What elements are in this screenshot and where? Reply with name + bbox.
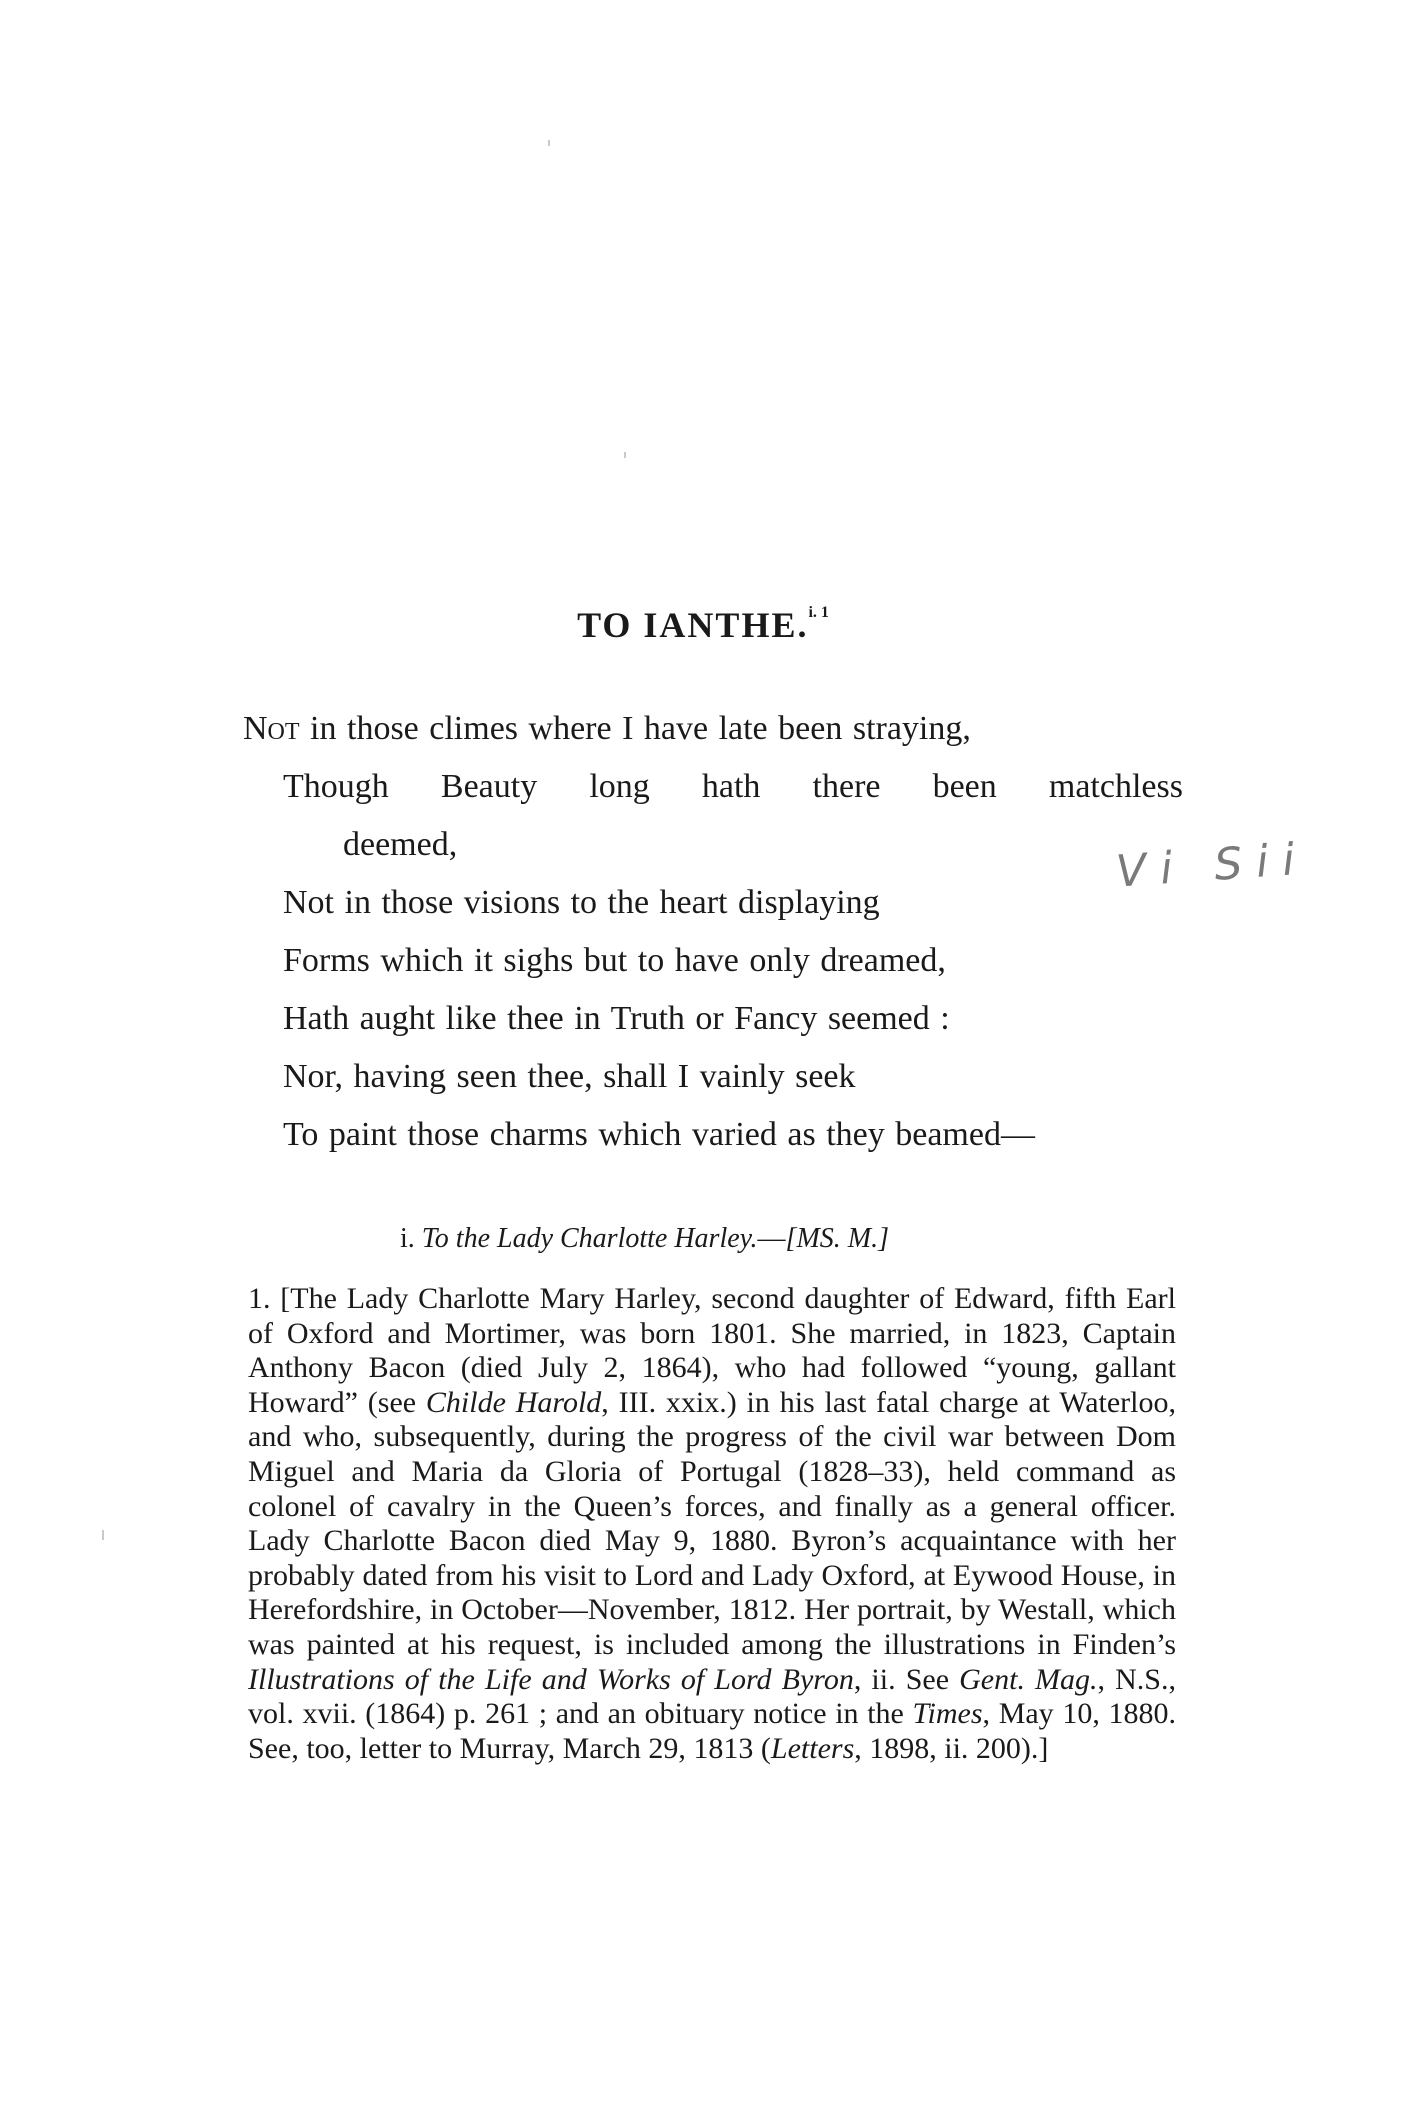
poem-line-6: Hath aught like thee in Truth or Fancy seemed : [283, 1000, 950, 1037]
poem-line-2-word: there [812, 768, 881, 805]
footnote-italic: Illustrations of the Life and Works of Lord Byron [248, 1662, 854, 1696]
footnote-italic: Times [912, 1697, 983, 1731]
poem-line-2-word: been [932, 768, 997, 805]
scan-mark [624, 452, 626, 458]
poem-line-3: deemed, [343, 826, 458, 863]
title-note-ref: i. 1 [808, 604, 829, 621]
poem-line-8: To paint those charms which varied as they beamed— [283, 1116, 1035, 1153]
poem-line-2 [243, 758, 1183, 816]
scan-mark [548, 140, 550, 146]
footnote-text: , 1898, ii. 200).] [854, 1731, 1049, 1765]
footnote-italic: Gent. Mag. [959, 1662, 1098, 1696]
poem-line-2-word: matchless [1048, 768, 1183, 805]
poem-title-text: TO IANTHE. [577, 605, 809, 645]
footnote-text: 1. [The Lady Charlotte Mary Harley, second daughter of Edward, fifth Earl of Oxford and Mortimer, was born 1801. She married, in 1823, Captain Anthony Bacon (died July 2, 1864), who had followed “young, gallant Howard” (see [248, 1282, 1176, 1419]
variant-source: [MS. M.] [785, 1223, 889, 1254]
variant-dash: — [757, 1223, 786, 1254]
poem-line-5: Forms which it sighs but to have only dreamed, [283, 942, 946, 979]
poem-line-2-word: Beauty [440, 768, 538, 805]
handwritten-margin-note: Vi Sii [1114, 833, 1311, 898]
poem-line-7: Nor, having seen thee, shall I vainly seek [283, 1058, 856, 1095]
poem-line-2-word: Though [283, 768, 389, 805]
footnote-text: , N.S., vol. xvii. (1864) p. 261 ; and an obituary notice in the [248, 1662, 1176, 1731]
poem-line-2-word: hath [701, 768, 761, 805]
footnote-italic: Childe Harold [425, 1385, 602, 1419]
footnote [248, 1282, 1176, 1766]
poem-title [0, 604, 1406, 646]
poem-line-1-first-word: Not [243, 710, 300, 747]
scan-mark [102, 1530, 104, 1540]
poem-line-2-word: long [589, 768, 650, 805]
poem-line-1 [243, 700, 1183, 758]
footnote-text: , ii. See [853, 1662, 960, 1696]
footnote-text: , May 10, 1880. See, too, letter to Murray, March 29, 1813 ( [248, 1697, 1176, 1765]
footnote-italic: Letters [770, 1731, 855, 1765]
variant-reading [400, 1223, 889, 1255]
variant-numeral: i. [400, 1223, 415, 1254]
poem-body [243, 700, 1183, 1164]
poem-line-1-rest: in those climes where I have late been straying, [299, 710, 971, 747]
footnote-text: , III. xxix.) in his last fatal charge at Waterloo, and who, subsequently, during the progress of the civil war between Dom Miguel and Maria da Gloria of Portugal (1828–33), held command as colonel of cavalry in the Queen’s forces, and finally as a general officer. Lady Charlotte Bacon died May 9, 1880. Byron’s acquaintance with her probably dated from his visit to Lord and Lady Oxford, at Eywood House, in Herefordshire, in October—November, 1812. Her portrait, by Westall, which was painted at his request, is included among the illustrations in Finden’s [248, 1385, 1177, 1661]
variant-text: To the Lady Charlotte Harley. [421, 1223, 758, 1254]
poem-line-4: Not in those visions to the heart displaying [283, 884, 880, 921]
